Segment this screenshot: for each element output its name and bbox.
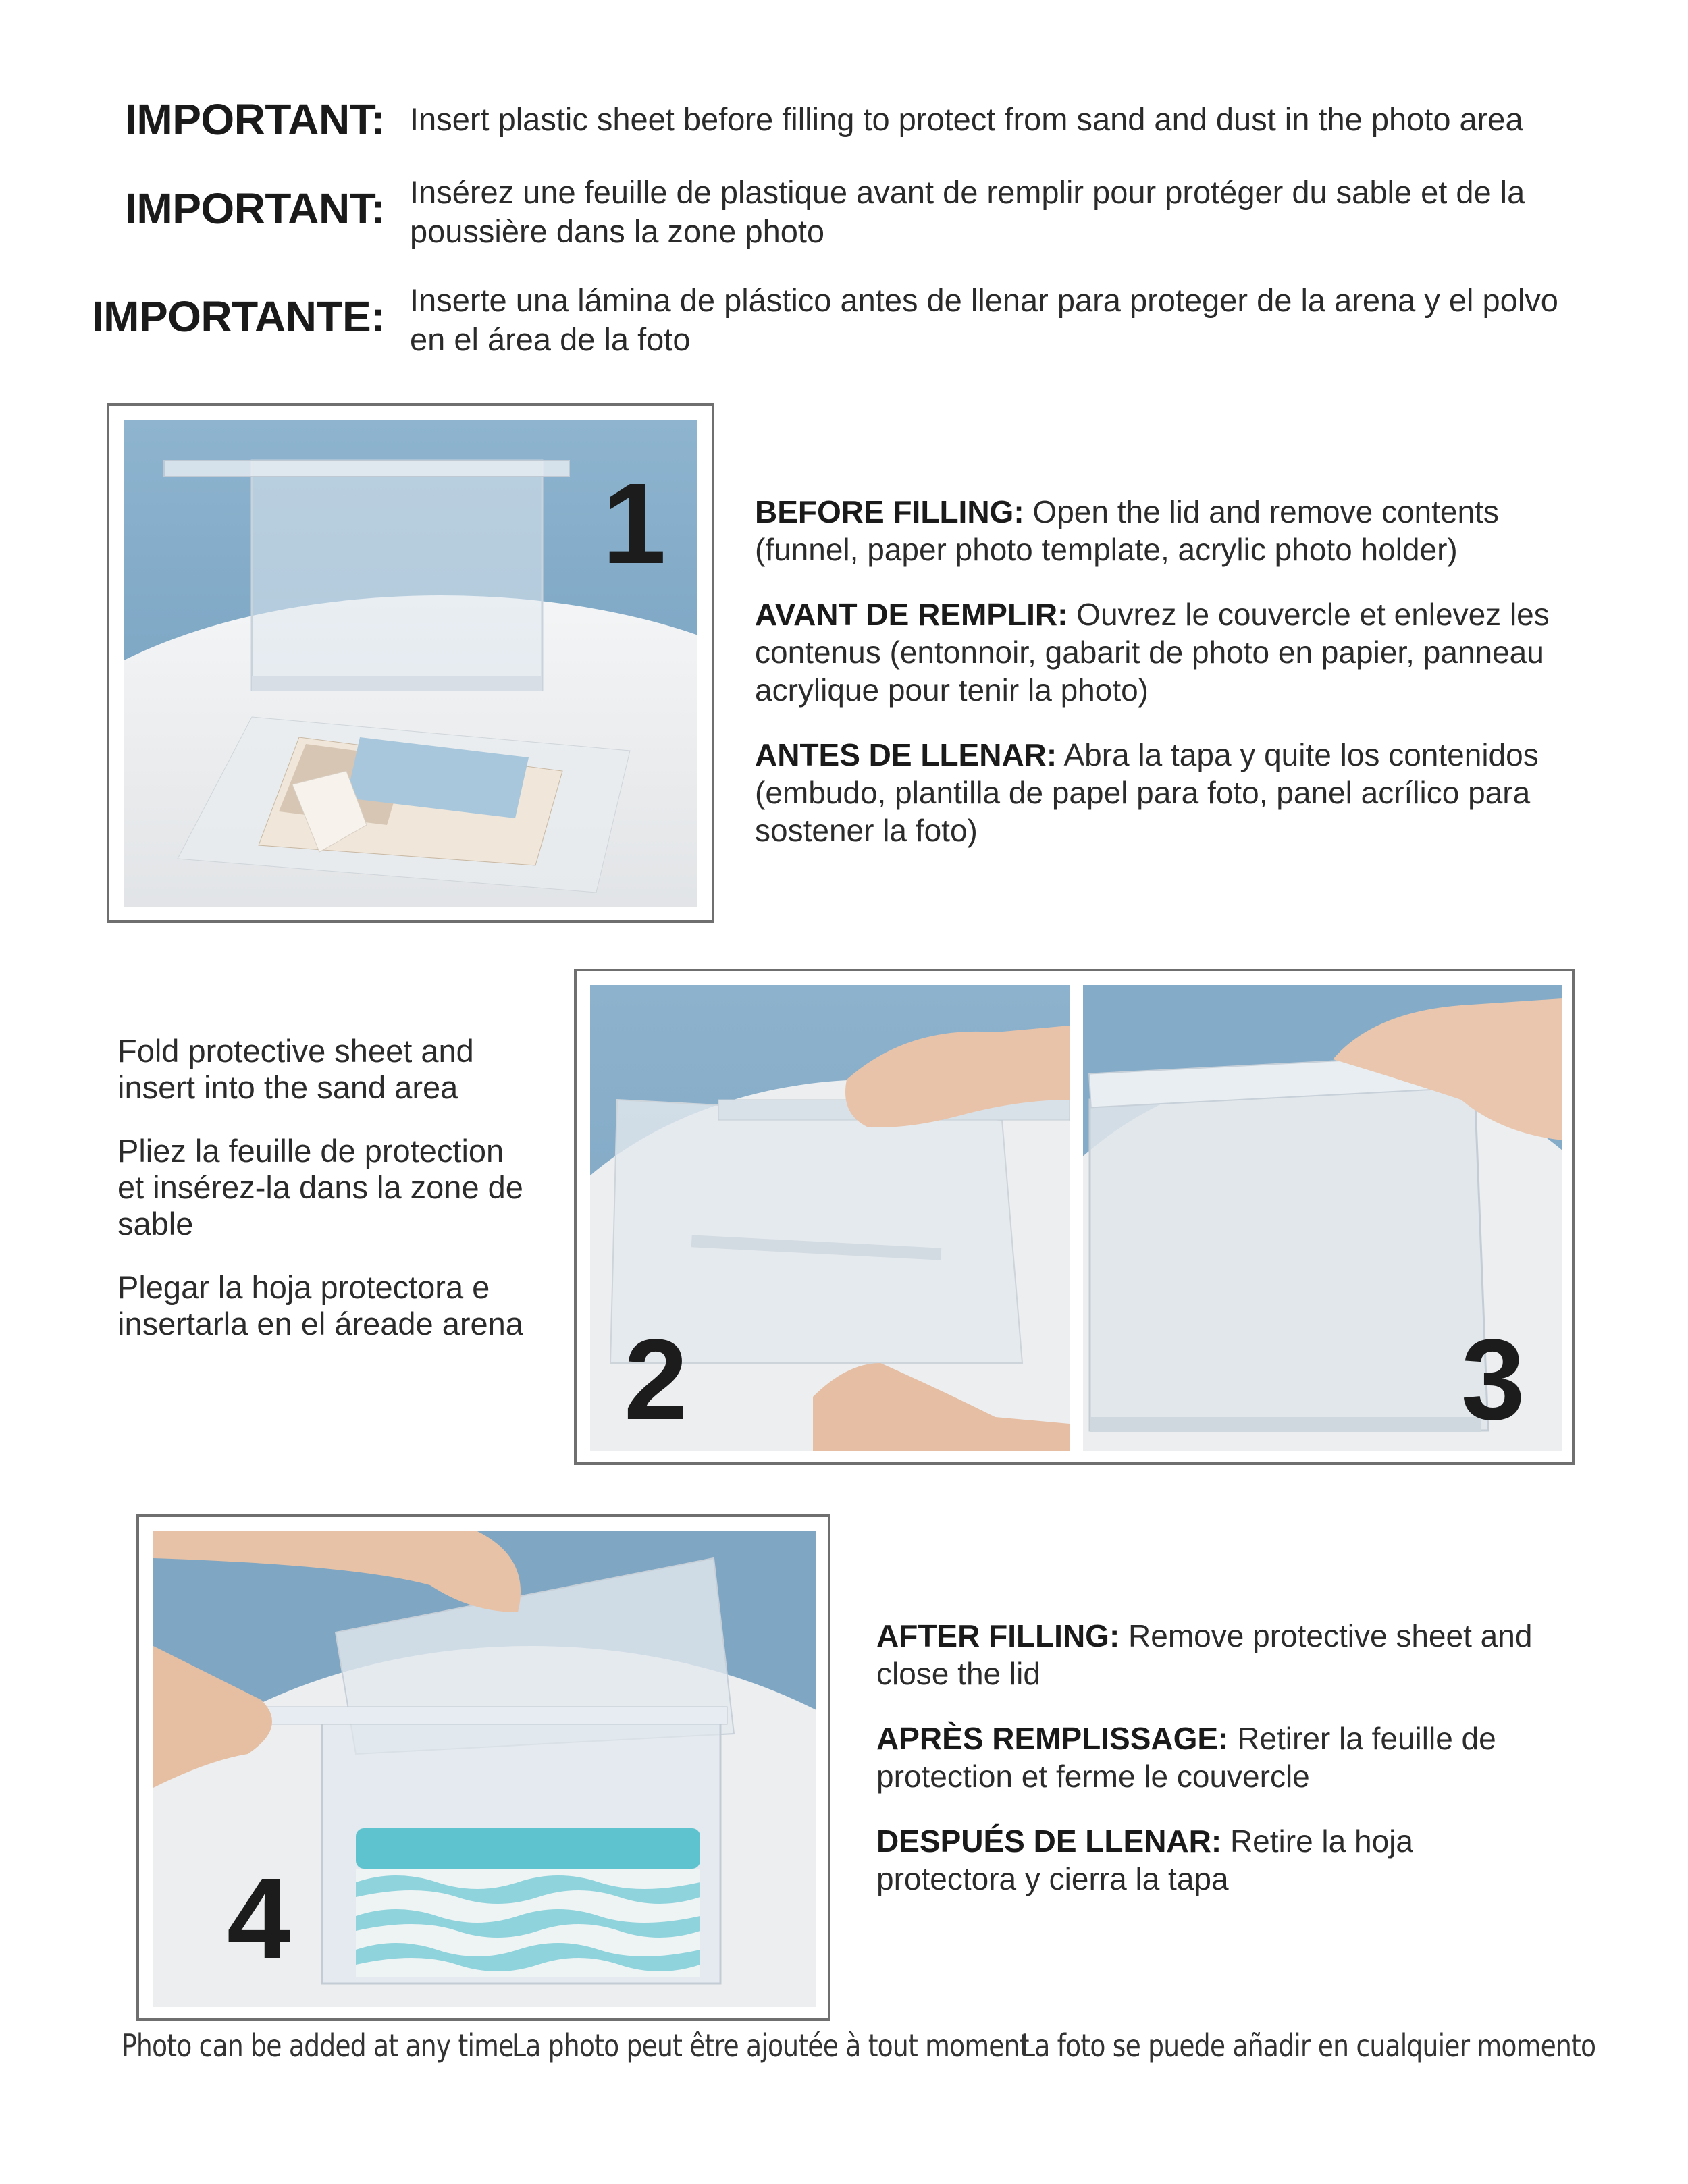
instruction-text: Remove protective sheet and close the lid	[876, 1618, 1533, 1691]
instruction-fr	[755, 595, 1565, 709]
step-number: 3	[1461, 1316, 1525, 1444]
important-label: IMPORTANT:	[125, 95, 385, 144]
instruction-es: Plegar la hoja protectora e insertarla en el áreade arena	[117, 1269, 523, 1341]
instruction-es	[755, 736, 1565, 849]
step2-3-photo-frame	[574, 969, 1575, 1465]
step-number: 1	[602, 460, 666, 588]
step1-photo-frame	[107, 403, 714, 923]
important-text: Insert plastic sheet before filling to protect from sand and dust in the photo area	[410, 101, 1523, 137]
instruction-heading: BEFORE FILLING:	[755, 494, 1024, 529]
important-label: IMPORTANT:	[125, 184, 385, 233]
instruction-text: Retirer la feuille de protection et ferme le couvercle	[876, 1721, 1496, 1794]
step4-photo-frame	[136, 1514, 830, 2021]
step2-instructions	[117, 1033, 536, 1369]
step1-instructions	[755, 493, 1565, 876]
instruction-heading: AVANT DE REMPLIR:	[755, 597, 1068, 632]
footer-note-fr: La photo peut être ajoutée à tout moment	[512, 2027, 1029, 2064]
instruction-heading: AFTER FILLING:	[876, 1618, 1120, 1653]
instruction-text: Ouvrez le couvercle et enlevez les contenus (entonnoir, gabarit de photo en papier, panneau acrylique pour tenir la photo)	[755, 597, 1550, 708]
important-text: Inserte una lámina de plástico antes de llenar para proteger de la arena y el polvo en el área de la foto	[410, 282, 1558, 357]
important-label: IMPORTANTE:	[91, 292, 385, 341]
step4-instructions	[876, 1617, 1538, 1925]
instruction-en	[755, 493, 1565, 568]
instruction-en: Fold protective sheet and insert into the sand area	[117, 1033, 474, 1105]
footer-note-es: La foto se puede añadir en cualquier momento	[1021, 2027, 1596, 2064]
instruction-es	[876, 1822, 1538, 1898]
footer-note-en: Photo can be added at any time	[122, 2027, 514, 2064]
instruction-fr: Pliez la feuille de protection et insérez-la dans la zone de sable	[117, 1133, 523, 1242]
step-number: 2	[624, 1316, 688, 1444]
instruction-text: Abra la tapa y quite los contenidos (embudo, plantilla de papel para foto, panel acrílico para sostener la foto)	[755, 737, 1539, 848]
instruction-heading: ANTES DE LLENAR:	[755, 737, 1057, 772]
instruction-text: Open the lid and remove contents (funnel, paper photo template, acrylic photo holder)	[755, 494, 1499, 567]
instruction-fr	[876, 1720, 1538, 1795]
instruction-en	[876, 1617, 1538, 1693]
instruction-heading: APRÈS REMPLISSAGE:	[876, 1721, 1229, 1756]
step-number: 4	[227, 1855, 291, 1983]
important-text: Insérez une feuille de plastique avant de remplir pour protéger du sable et de la poussière dans la zone photo	[410, 174, 1525, 249]
instruction-heading: DESPUÉS DE LLENAR:	[876, 1823, 1222, 1859]
instruction-text: Retire la hoja protectora y cierra la tapa	[876, 1823, 1413, 1896]
